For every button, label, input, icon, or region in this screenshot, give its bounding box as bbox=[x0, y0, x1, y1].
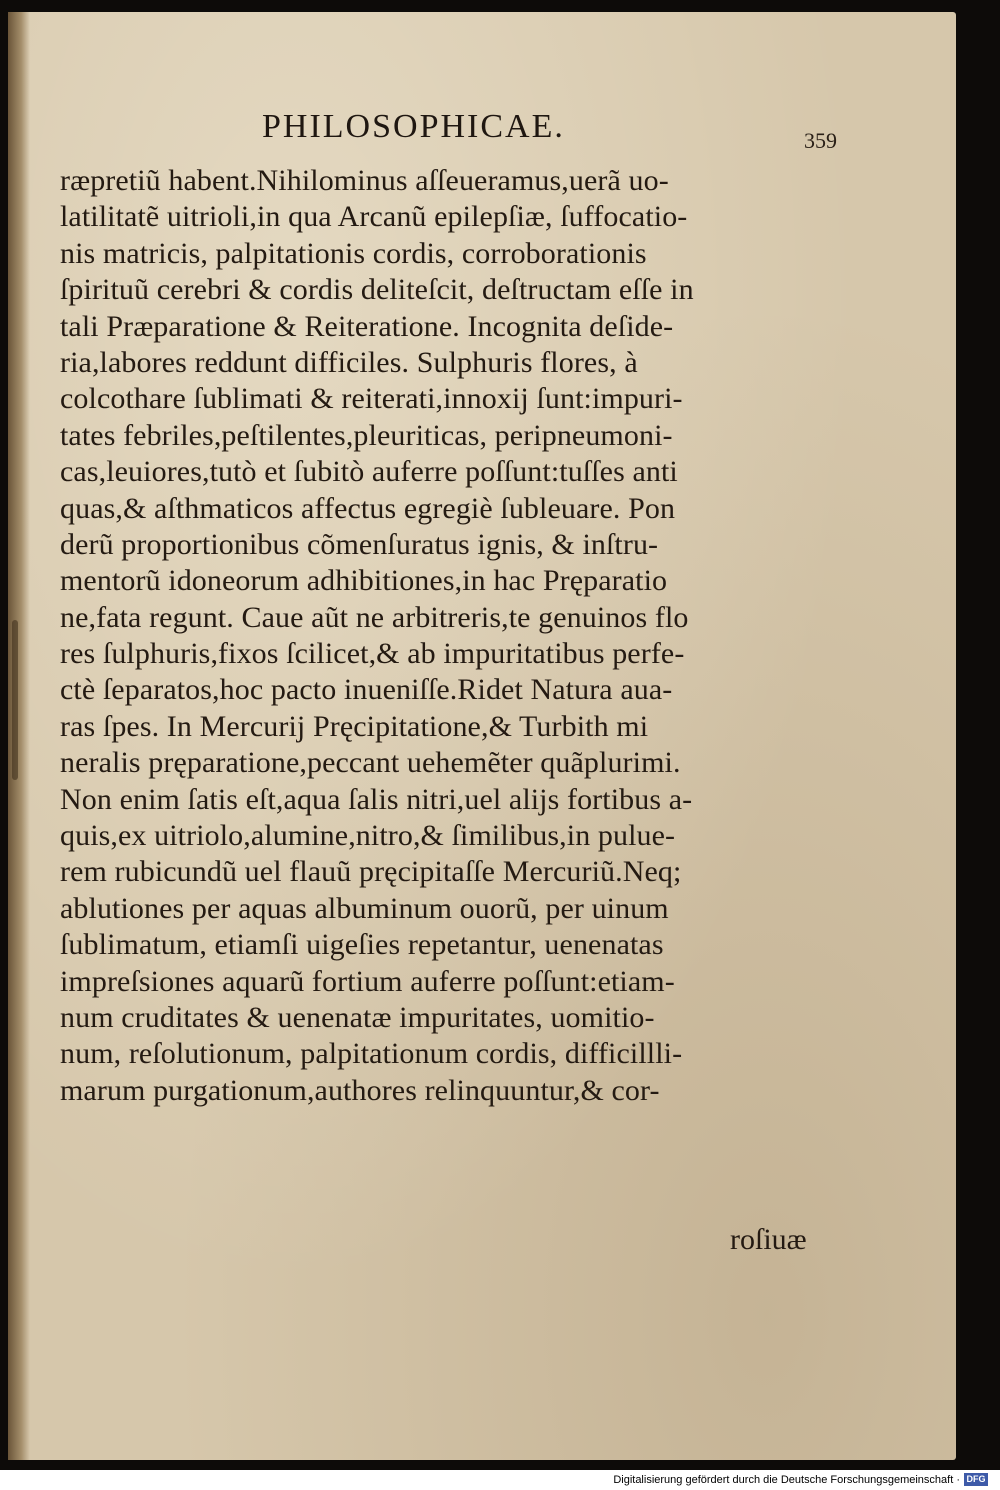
text-line: nis matricis, palpitationis cordis, corroborationis bbox=[60, 236, 647, 270]
spine-shadow bbox=[12, 620, 18, 780]
text-line: colcothare ſublimati & reiterati,innoxij ſunt:impuri- bbox=[60, 382, 683, 416]
page-number: 359 bbox=[804, 128, 837, 153]
text-line: ræpretiũ habent.Nihilominus aſſeueramus,uerã uo- bbox=[60, 164, 669, 197]
text-line: ras ſpes. In Mercurij Pręcipitatione,& Turbith mi bbox=[60, 709, 649, 743]
text-line: Non enim ſatis eſt,aqua ſalis nitri,uel alijs fortibus a- bbox=[60, 782, 693, 816]
text-line: ctè ſeparatos,hoc pacto inueniſſe.Ridet Natura aua- bbox=[60, 673, 673, 707]
page-header bbox=[262, 108, 862, 158]
text-line: num, reſolutionum, palpitationum cordis, difficillli- bbox=[60, 1037, 683, 1071]
text-line: res ſulphuris,fixos ſcilicet,& ab impuritatibus perfe- bbox=[60, 637, 685, 671]
text-line: ablutiones per aquas albuminum ouorũ, per uinum bbox=[60, 891, 669, 925]
text-line: num cruditates & uenenatæ impuritates, uomitio- bbox=[60, 1000, 655, 1034]
catchword: roſiuæ bbox=[730, 1223, 807, 1256]
text-line: impreſsiones aquarũ fortium auferre poſſunt:etiam- bbox=[60, 964, 675, 998]
text-line: mentorũ idoneorum adhibitiones,in hac Pręparatio bbox=[60, 564, 668, 598]
text-line: cas,leuiores,tutò et ſubitò auferre poſſunt:tuſſes anti bbox=[60, 455, 678, 489]
text-line: latilitatẽ uitrioli,in qua Arcanũ epilepſiæ, ſuffocatio- bbox=[60, 200, 688, 234]
text-line: tates febriles,peſtilentes,pleuriticas, peripneumoni- bbox=[60, 418, 673, 452]
text-line: rem rubicundũ uel flauũ pręcipitaſſe Mercuriũ.Neq; bbox=[60, 855, 682, 889]
text-line: quas,& aſthmaticos affectus egregiè ſubleuare. Pon bbox=[60, 491, 676, 525]
text-line: neralis pręparatione,peccant uehemẽter quãplurimi. bbox=[60, 746, 681, 780]
text-line: tali Præparatione & Reiteratione. Incognita deſide- bbox=[60, 309, 674, 343]
text-line: ria,labores reddunt difficiles. Sulphuris flores, à bbox=[60, 345, 638, 379]
text-line: derũ proportionibus cõmenſuratus ignis, & inſtru- bbox=[60, 527, 659, 561]
funding-credit: Digitalisierung gefördert durch die Deutsche Forschungsgemeinschaft · bbox=[613, 1474, 960, 1486]
dfg-logo: DFG bbox=[964, 1473, 988, 1486]
text-line: ne,fata regunt. Caue aũt ne arbitreris,te genuinos flo bbox=[60, 600, 689, 634]
text-line: quis,ex uitriolo,alumine,nitro,& ſimilibus,in pulue- bbox=[60, 819, 676, 853]
running-head: PHILOSOPHICAE. bbox=[262, 108, 565, 145]
text-line: ſublimatum, etiamſi uigeſies repetantur, uenenatas bbox=[60, 928, 664, 962]
text-line: marum purgationum,authores relinquuntur,& cor- bbox=[60, 1073, 660, 1107]
text-line: ſpirituũ cerebri & cordis deliteſcit, deſtructam eſſe in bbox=[60, 273, 694, 307]
body-text bbox=[60, 163, 850, 1109]
